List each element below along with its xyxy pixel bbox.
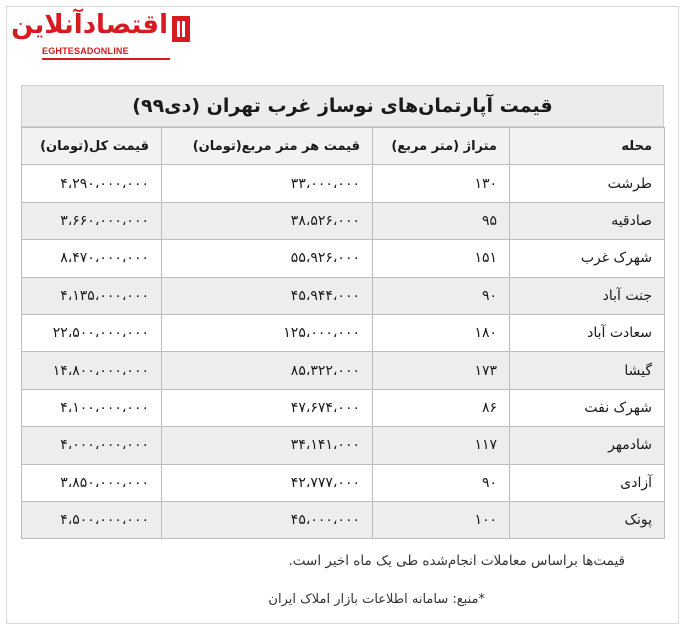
cell-area: ۹۰: [373, 277, 510, 314]
cell-total-price: ۴،۲۹۰،۰۰۰،۰۰۰: [22, 165, 162, 202]
cell-price-per-meter: ۴۲،۷۷۷،۰۰۰: [162, 464, 373, 501]
table-header-row: [22, 128, 665, 165]
header-area: متراژ (متر مربع): [373, 128, 510, 165]
footer-source: *منبع: سامانه اطلاعات بازار املاک ایران: [268, 592, 485, 607]
cell-neighborhood: طرشت: [510, 165, 665, 202]
cell-price-per-meter: ۵۵،۹۲۶،۰۰۰: [162, 240, 373, 277]
cell-area: ۹۵: [373, 202, 510, 239]
cell-total-price: ۴،۱۳۵،۰۰۰،۰۰۰: [22, 277, 162, 314]
logo-mark-icon: [172, 16, 190, 42]
table-row: [22, 352, 665, 389]
cell-neighborhood: گیشا: [510, 352, 665, 389]
table-row: [22, 277, 665, 314]
cell-price-per-meter: ۱۲۵،۰۰۰،۰۰۰: [162, 314, 373, 351]
cell-price-per-meter: ۳۳،۰۰۰،۰۰۰: [162, 165, 373, 202]
logo-name-en: EGHTESADONLINE: [42, 46, 129, 56]
cell-neighborhood: صادقیه: [510, 202, 665, 239]
table-row: [22, 165, 665, 202]
cell-total-price: ۴،۵۰۰،۰۰۰،۰۰۰: [22, 501, 162, 538]
cell-neighborhood: سعادت آباد: [510, 314, 665, 351]
cell-neighborhood: شهرک غرب: [510, 240, 665, 277]
table-row: [22, 501, 665, 538]
header-total-price: قیمت کل(تومان): [22, 128, 162, 165]
cell-total-price: ۳،۶۶۰،۰۰۰،۰۰۰: [22, 202, 162, 239]
cell-total-price: ۱۴،۸۰۰،۰۰۰،۰۰۰: [22, 352, 162, 389]
page-title: قیمت آپارتمان‌های نوساز غرب تهران (دی۹۹): [21, 85, 664, 127]
table-row: [22, 427, 665, 464]
header-price-per-meter: قیمت هر متر مربع(تومان): [162, 128, 373, 165]
price-table: [21, 127, 665, 539]
cell-price-per-meter: ۴۵،۹۴۴،۰۰۰: [162, 277, 373, 314]
logo-underline: [42, 58, 170, 60]
cell-neighborhood: پونک: [510, 501, 665, 538]
cell-area: ۱۵۱: [373, 240, 510, 277]
cell-area: ۱۱۷: [373, 427, 510, 464]
cell-total-price: ۴،۰۰۰،۰۰۰،۰۰۰: [22, 427, 162, 464]
cell-total-price: ۸،۴۷۰،۰۰۰،۰۰۰: [22, 240, 162, 277]
cell-area: ۱۰۰: [373, 501, 510, 538]
cell-area: ۱۸۰: [373, 314, 510, 351]
cell-area: ۱۳۰: [373, 165, 510, 202]
header-neighborhood: محله: [510, 128, 665, 165]
site-logo[interactable]: [11, 4, 190, 74]
cell-neighborhood: آزادی: [510, 464, 665, 501]
cell-area: ۹۰: [373, 464, 510, 501]
cell-price-per-meter: ۳۸،۵۲۶،۰۰۰: [162, 202, 373, 239]
cell-total-price: ۴،۱۰۰،۰۰۰،۰۰۰: [22, 389, 162, 426]
cell-total-price: ۲۲،۵۰۰،۰۰۰،۰۰۰: [22, 314, 162, 351]
cell-neighborhood: شادمهر: [510, 427, 665, 464]
cell-neighborhood: شهرک نفت: [510, 389, 665, 426]
cell-neighborhood: جنت آباد: [510, 277, 665, 314]
table-row: [22, 314, 665, 351]
logo-name-fa: اقتصادآنلاین: [11, 10, 168, 40]
cell-price-per-meter: ۳۴،۱۴۱،۰۰۰: [162, 427, 373, 464]
cell-total-price: ۳،۸۵۰،۰۰۰،۰۰۰: [22, 464, 162, 501]
cell-price-per-meter: ۴۷،۶۷۴،۰۰۰: [162, 389, 373, 426]
table-row: [22, 202, 665, 239]
footer-note: قیمت‌ها براساس معاملات انجام‌شده طی یک ماه اخیر است.: [288, 553, 625, 569]
table-row: [22, 240, 665, 277]
cell-area: ۸۶: [373, 389, 510, 426]
table-row: [22, 389, 665, 426]
cell-area: ۱۷۳: [373, 352, 510, 389]
cell-price-per-meter: ۴۵،۰۰۰،۰۰۰: [162, 501, 373, 538]
cell-price-per-meter: ۸۵،۳۲۲،۰۰۰: [162, 352, 373, 389]
table-row: [22, 464, 665, 501]
